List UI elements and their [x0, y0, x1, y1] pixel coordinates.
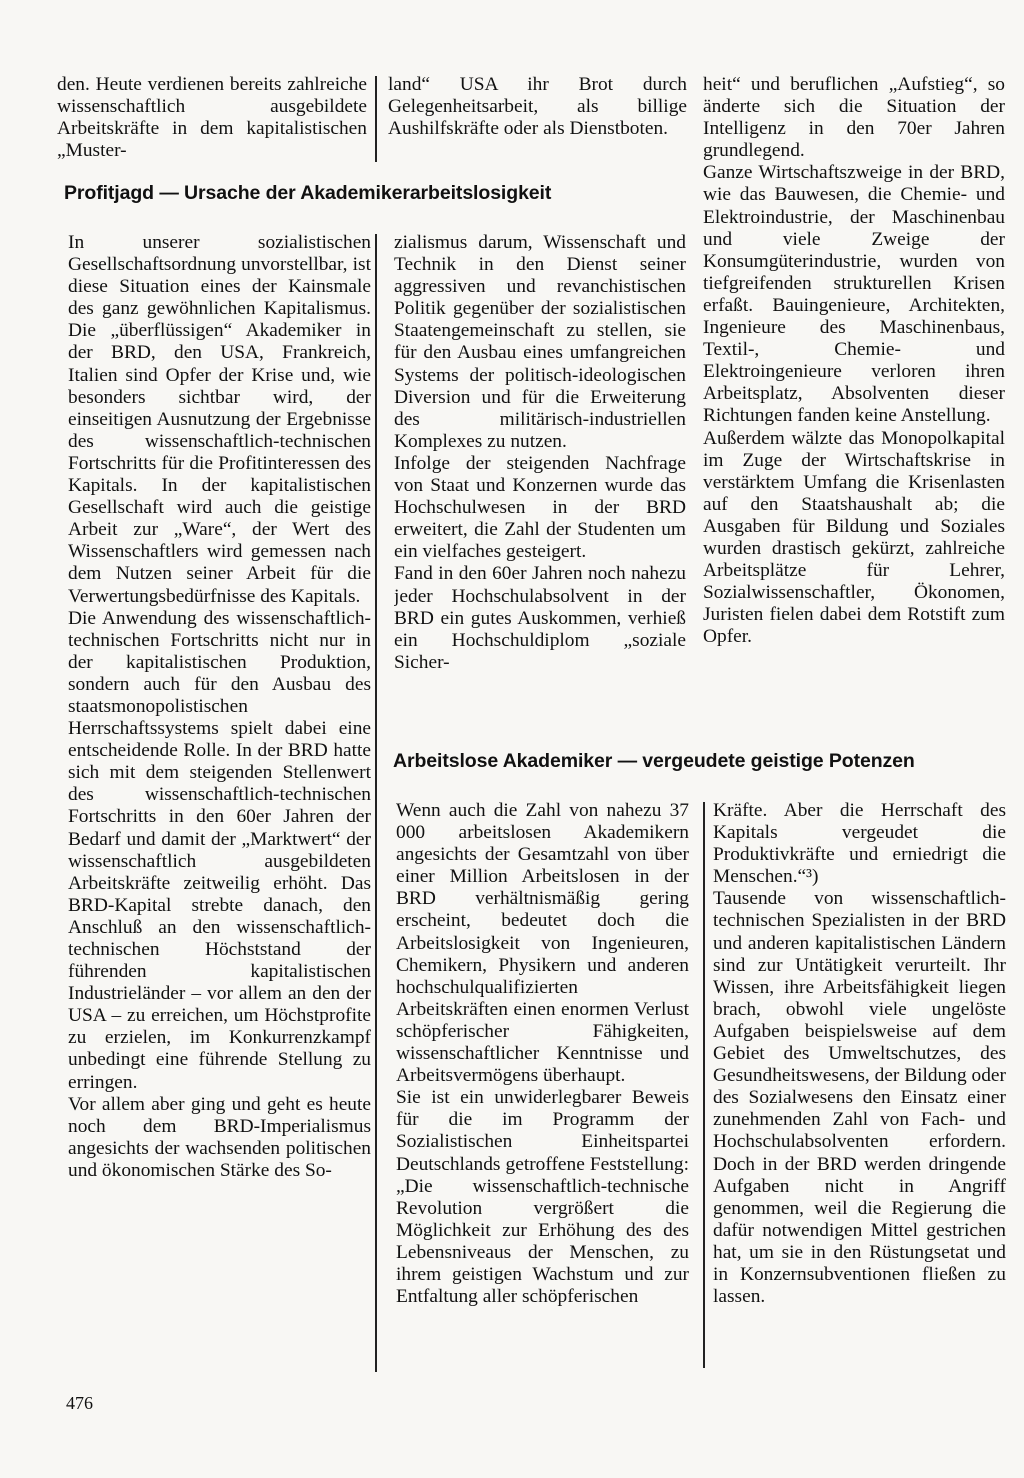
right-column-text: heit“ und beruflichen „Aufstieg“, so änderte sich die Situation der Intelligenz in den 70er Jahren grundlegend. Ganze Wirtschaftszweige in der BRD, wie das Bauwesen, die Chemie- und Elektroindustrie, der Maschinenbau und viele Zweige der Konsumgüterindustrie, wurden von tiefgreifenden strukturellen Krisen erfaßt. Bauingenieure, Architekten, Ingenieure des Maschinenbaus, Textil-, Chemie- und Elektroingenieure verloren ihren Arbeitsplatz, Absolventen dieser Richtungen fanden keine Anstellung. Außerdem wälzte das Monopolkapital im Zuge der Wirtschaftskrise in verstärktem Umfang die Krisenlasten auf den Staatshaushalt ab; die Ausgaben für Bildung und Soziales wurden drastisch gekürzt, zahlreiche Arbeitsplätze für Lehrer, Sozialwissenschaftler, Ökonomen, Juristen fielen dabei dem Rotstift zum Opfer. [703, 74, 1005, 648]
section2-col2-text: Kräfte. Aber die Herrschaft des Kapitals vergeudet die Produktivkräfte und erniedrigt die Menschen.“³) Tausende von wissenschaftlich-technischen Spezialisten in der BRD und anderen kapitalistischen Ländern sind zur Untätigkeit verurteilt. Ihr Wissen, ihre Arbeitsfähigkeit liegen brach, obwohl viele ungelöste Aufgaben beispielsweise auf dem Gebiet des Umweltschutzes, des Gesundheitswesens, der Bildung oder des Sozialwesens den Einsatz einer zunehmenden Zahl von Fach- und Hochschulabsolventen erfordern. Doch in der BRD werden dringende Aufgaben nicht in Angriff genommen, weil die Regierung die dafür notwendigen Mittel gestrichen hat, um sie in den Rüstungsetat und in Konzernsubventionen fließen zu lassen. [713, 800, 1006, 1308]
column-rule-top [375, 76, 377, 162]
section2-heading: Arbeitslose Akademiker — vergeudete geistige Potenzen [393, 750, 915, 772]
section1-col2-text: zialismus darum, Wissenschaft und Technik in den Dienst seiner aggressiven und revanchistischen Politik gegenüber der sozialistischen Staatengemeinschaft zu stellen, sie für den Ausbau eines umfangreichen Systems der politisch-ideologischen Diversion und für die Erweiterung des militärisch-industriellen Komplexes zu nutzen. Infolge der steigenden Nachfrage von Staat und Konzernen wurde das Hochschulwesen in der BRD erweitert, die Zahl der Studenten um ein vielfaches gesteigert. Fand in den 60er Jahren noch nahezu jeder Hochschulabsolvent in der BRD ein gutes Auskommen, verhieß ein Hochschuldiplom „soziale Sicher- [394, 232, 686, 673]
top-col2-text: land“ USA ihr Brot durch Gelegenheitsarbeit, als billige Aushilfskräfte oder als Dienstboten. [388, 74, 687, 140]
column-rule-section2 [703, 802, 705, 1368]
section1-col1-text: In unserer sozialistischen Gesellschaftsordnung unvorstellbar, ist diese Situation eines der Kainsmale des ganz gewöhnlichen Kapitalismus. Die „überflüssigen“ Akademiker in der BRD, den USA, Frankreich, Italien sind Opfer der Krise und, wie besonders sichtbar wird, der einseitigen Ausnutzung der Ergebnisse des wissenschaftlich-technischen Fortschritts für die Profitinteressen des Kapitals. In der kapitalistischen Gesellschaft wird auch die geistige Arbeit zur „Ware“, der Wert des Wissenschaftlers wird gemessen nach dem Nutzen seiner Arbeit für die Verwertungsbedürfnisse des Kapitals. Die Anwendung des wissenschaftlich-technischen Fortschritts nicht nur in der kapitalistischen Produktion, sondern auch für den Ausbau des staatsmonopolistischen Herrschaftssystems spielt dabei eine entscheidende Rolle. In der BRD hatte sich mit dem steigenden Stellenwert des wissenschaftlich-technischen Fortschritts in den 60er Jahren der Bedarf und damit der „Marktwert“ der wissenschaftlich ausgebildeten Arbeitskräfte zeitweilig erhöht. Das BRD-Kapital strebte danach, den Anschluß an den wissenschaftlich-technischen Höchststand der führenden kapitalistischen Industrieländer – vor allem an den der USA – zu erreichen, um Höchstprofite zu erzielen, im Konkurrenzkampf unbedingt eine führende Stellung zu erringen. Vor allem aber ging und geht es heute noch dem BRD-Imperialismus angesichts der wachsenden politischen und ökonomischen Stärke des So- [68, 232, 371, 1181]
top-col1-text: den. Heute verdienen bereits zahlreiche wissenschaftlich ausgebildete Arbeitskräfte in dem kapitalistischen „Muster- [57, 74, 367, 162]
column-rule-section1 [375, 234, 377, 1372]
page-number: 476 [66, 1393, 93, 1413]
section2-col1-text: Wenn auch die Zahl von nahezu 37 000 arbeitslosen Akademikern angesichts der Gesamtzahl von über einer Million Arbeitslosen in der BRD verhältnismäßig gering erscheint, bedeutet doch die Arbeitslosigkeit von Ingenieuren, Chemikern, Physikern und anderen hochschulqualifizierten Arbeitskräften einen enormen Verlust schöpferischer Fähigkeiten, wissenschaftlicher Kenntnisse und Arbeitsvermögens überhaupt. Sie ist ein unwiderlegbarer Beweis für die im Programm der Sozialistischen Einheitspartei Deutschlands getroffene Feststellung: „Die wissenschaftlich-technische Revolution vergrößert die Möglichkeit zur Erhöhung des des Lebensniveaus der Menschen, zu ihrem geistigen Wachstum und zur Entfaltung aller schöpferischen [396, 800, 689, 1308]
section1-heading: Profitjagd — Ursache der Akademikerarbeitslosigkeit [64, 182, 552, 204]
